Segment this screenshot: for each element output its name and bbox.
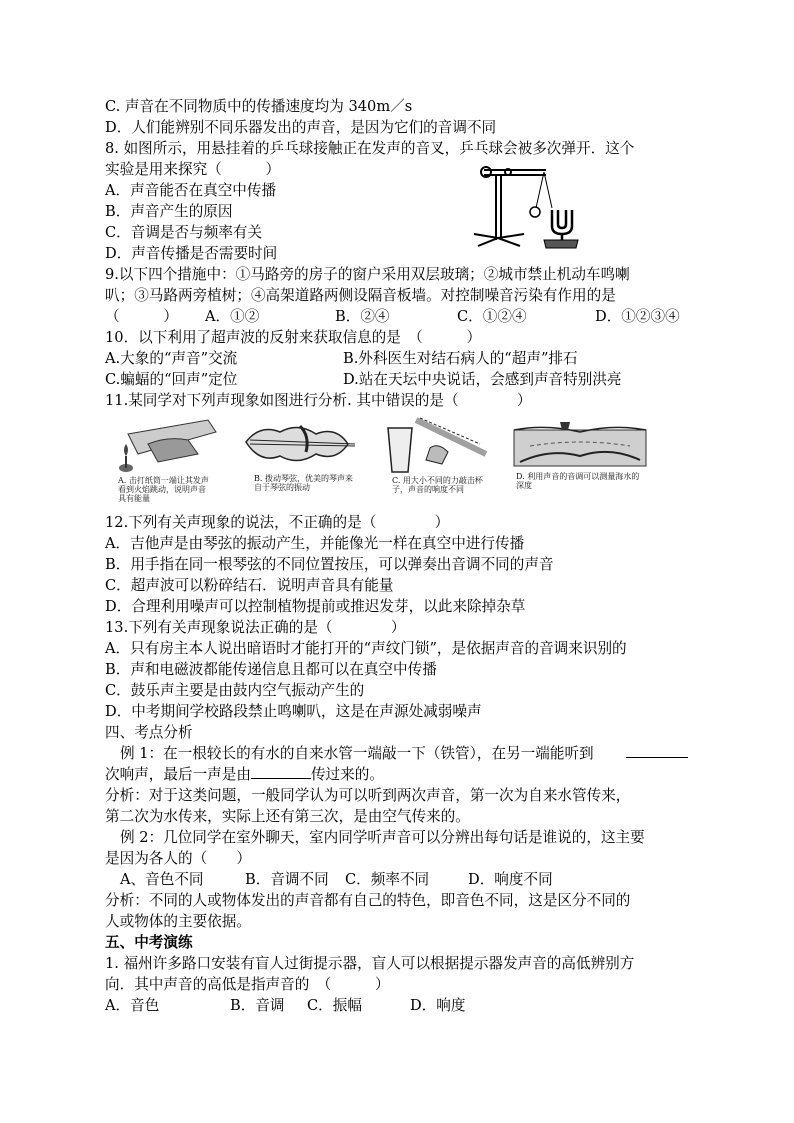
q11-caption-a: A. 击打纸筒一端让其发声看到火焰跳动，说明声音具有能量 [118,476,209,503]
example-1-line-2: 次响声，最后一声是由 传过来的。 [105,766,384,783]
example-2-option-b: B．音调不同 [245,871,329,888]
example-2-stem: 例 2：几位同学在室外聊天，室内同学听声音可以分辨出每句话是谁说的，这主要 [120,829,645,846]
example-1-analysis: 分析：对于这类问题，一般同学认为可以听到两次声音，第一次为自来水管传来， [105,787,631,804]
q8-stem-2: 实验是用来探究（ ） [105,161,281,178]
q11-caption-b: B. 拨动琴弦，优美的琴声来自于琴弦的振动 [254,474,353,492]
exam-q1-option-d: D．响度 [410,997,466,1014]
q8-option-d: D．声音传播是否需要时间 [105,245,278,262]
q9-option-a: A．①② [205,308,260,325]
q11-picture-d [510,416,650,496]
section-4-heading: 四、考点分析 [105,724,193,741]
q11-caption-c: C. 用大小不同的力敲击杯子，声音的响度不同 [392,476,483,494]
q9-option-c: C．①②④ [457,308,527,325]
q13-stem: 13.下列有关声现象说法正确的是（ ） [105,619,406,636]
example-1-analysis-2: 第二次为水传来，实际上还有第三次，是由空气传来的。 [105,808,470,825]
example-2-option-a: A、音色不同 [120,871,204,888]
exam-q1-stem: 1. 福州许多路口安装有盲人过街提示器，盲人可以根据提示器发声音的高低辨别方 [105,955,635,972]
example-1-blank-2 [251,766,311,779]
q12-option-c: C．超声波可以粉碎结石．说明声音具有能量 [105,577,394,594]
q11-picture-b [240,416,360,498]
tuning-fork-figure [460,160,590,252]
q8-option-c: C．音调是否与频率有关 [105,224,263,241]
q13-option-d: D．中考期间学校路段禁止鸣喇叭，这是在声源处减弱噪声 [105,703,482,720]
q10-option-d: D.站在天坛中央说话，会感到声音特别洪亮 [343,371,622,388]
section-5-heading: 五、中考演练 [105,934,193,951]
q13-option-a: A．只有房主本人说出暗语时才能打开的“声纹门锁”，是依据声音的音调来识别的 [105,640,627,657]
example-2-analysis-2: 人或物体的主要依据。 [105,913,251,930]
q12-option-d: D．合理利用噪声可以控制植物提前或推迟发芽，以此来除掉杂草 [105,598,526,615]
example-2-option-d: D．响度不同 [468,871,553,888]
q7-option-c: C. 声音在不同物质中的传播速度均为 340m／s [105,98,413,115]
example-2-option-c: C．频率不同 [345,871,430,888]
exam-q1-stem-2: 向．其中声音的高低是指声音的 （ ） [105,976,390,993]
q9-option-b: B．②④ [335,308,390,325]
exam-q1-option-c: C．振幅 [307,997,362,1014]
q12-option-a: A．吉他声是由琴弦的振动产生，并能像光一样在真空中进行传播 [105,535,525,552]
q10-stem: 10．以下利用了超声波的反射来获取信息的是 （ ） [105,329,482,346]
q10-option-c: C.蝙蝠的“回声”定位 [105,371,238,388]
q9-stem-2: 叭；③马路两旁植树；④高架道路两侧设隔音板墙。对控制噪音污染有作用的是 [105,287,616,304]
q8-stem: 8. 如图所示，用悬挂着的乒乓球接触正在发声的音叉，乒乓球会被多次弹开．这个 [105,140,635,157]
q13-option-c: C．鼓乐声主要是由鼓内空气振动产生的 [105,682,365,699]
q9-blank: （ ） [105,308,178,325]
q10-option-b: B.外科医生对结石病人的“超声”排石 [343,350,578,367]
q10-option-a: A.大象的“声音”交流 [105,350,238,367]
q12-option-b: B．用手指在同一根琴弦的不同位置按压，可以弹奏出音调不同的声音 [105,556,554,573]
exam-q1-option-a: A．音色 [105,997,160,1014]
example-1-blank-1 [626,757,688,758]
q9-stem: 9.以下四个措施中：①马路旁的房子的窗户采用双层玻璃；②城市禁止机动车鸣喇 [105,266,630,283]
q9-option-d: D．①②③④ [595,308,680,325]
example-1-stem: 例 1：在一根较长的有水的自来水管一端敲一下（铁管），在另一端能听到 [120,745,594,762]
q11-stem: 11.某同学对下列声现象如图进行分析. 其中错误的是（ ） [105,392,532,409]
q11-picture-c [376,414,496,506]
q8-option-b: B．声音产生的原因 [105,203,233,220]
q7-option-d: D．人们能辨别不同乐器发出的声音，是因为它们的音调不同 [105,119,497,136]
exam-q1-option-b: B．音调 [230,997,285,1014]
example-2-analysis: 分析：不同的人或物体发出的声音都有自己的特色，即音色不同，这是区分不同的 [105,892,631,909]
example-2-stem-2: 是因为各人的（ ） [105,850,251,867]
q13-option-b: B．声和电磁波都能传递信息且都可以在真空中传播 [105,661,437,678]
q8-option-a: A．声音能否在真空中传播 [105,182,277,199]
q12-stem: 12.下列有关声现象的说法，不正确的是（ ） [105,514,450,531]
q11-picture-a [108,414,228,512]
q11-caption-d: D. 利用声音的音调可以测量海水的深度 [516,472,640,490]
